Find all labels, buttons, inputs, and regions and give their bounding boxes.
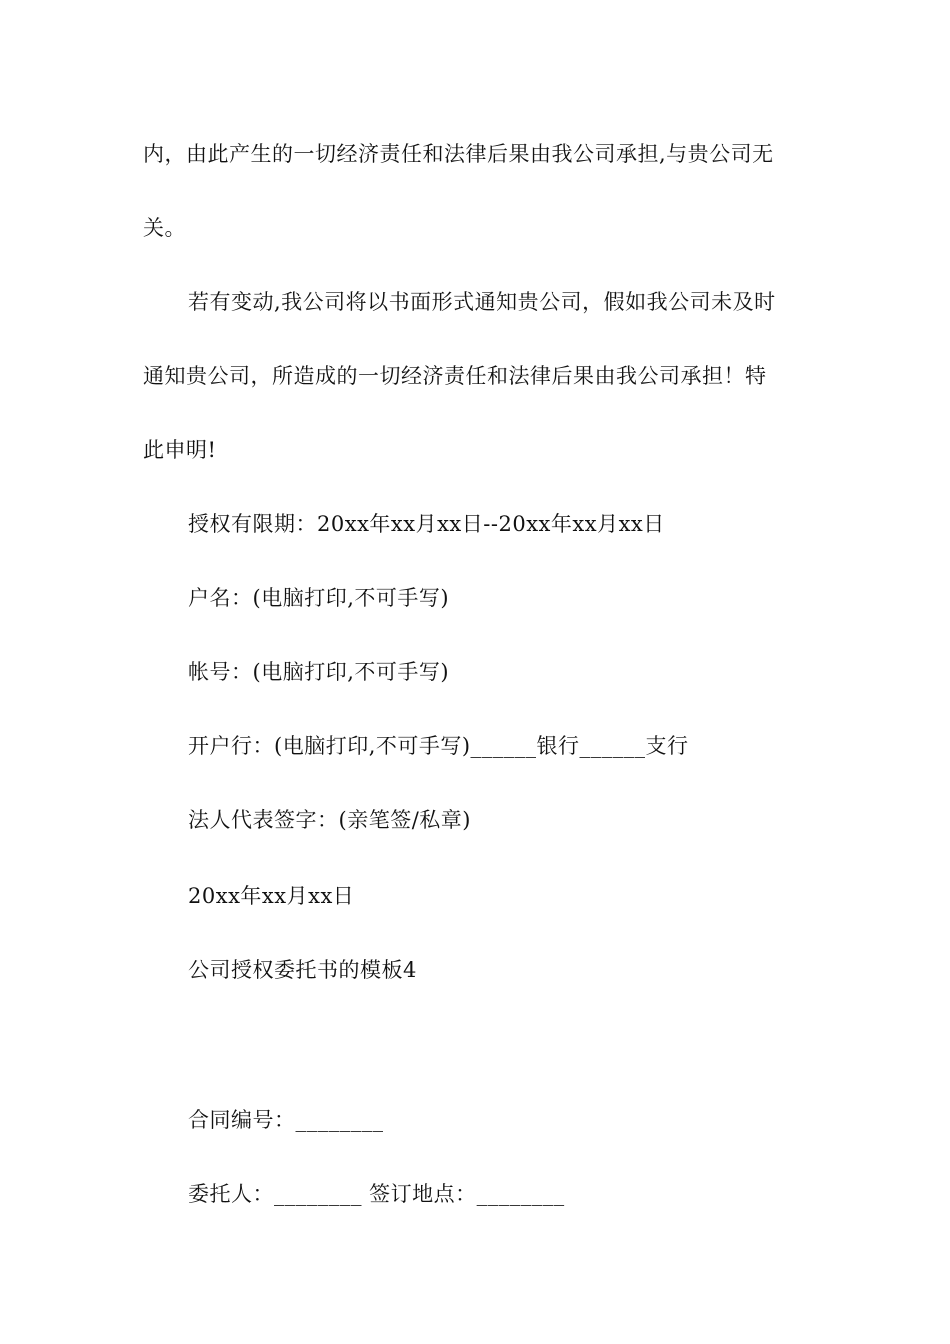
- bank-branch-field: 开户行：(电脑打印,不可手写)______银行______支行: [188, 734, 689, 758]
- paragraph-line: 通知贵公司，所造成的一切经济责任和法律后果由我公司承担！特: [143, 364, 767, 388]
- paragraph-line: 内，由此产生的一切经济责任和法律后果由我公司承担,与贵公司无: [143, 142, 774, 166]
- paragraph-line: 此申明!: [143, 438, 217, 462]
- legal-rep-signature-field: 法人代表签字：(亲笔签/私章): [188, 808, 471, 832]
- paragraph-line: 若有变动,我公司将以书面形式通知贵公司，假如我公司未及时: [188, 290, 776, 314]
- principal-and-location-field: 委托人：________ 签订地点：________: [188, 1182, 565, 1206]
- section-title: 公司授权委托书的模板4: [188, 958, 417, 982]
- authorization-period: 授权有限期：20xx年xx月xx日--20xx年xx月xx日: [188, 512, 665, 536]
- paragraph-line: 关。: [143, 216, 186, 240]
- account-number-field: 帐号：(电脑打印,不可手写): [188, 660, 450, 684]
- account-name-field: 户名：(电脑打印,不可手写): [188, 586, 450, 610]
- date-line: 20xx年xx月xx日: [188, 884, 355, 908]
- contract-number-field: 合同编号：________: [188, 1108, 384, 1132]
